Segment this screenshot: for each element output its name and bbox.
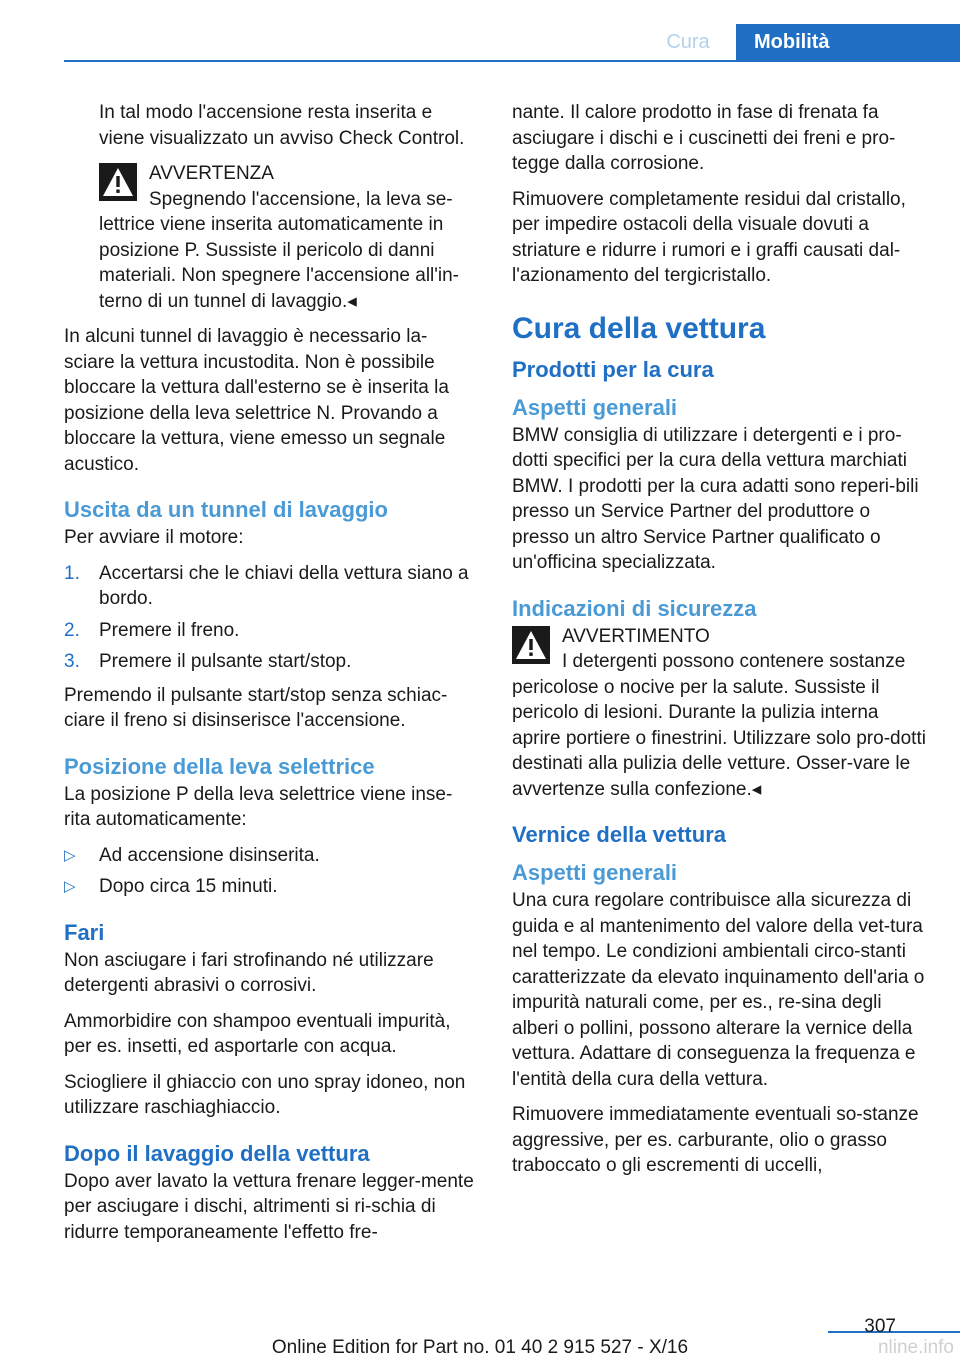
rimuovere-paragraph: Rimuovere completamente residui dal cristallo, per impedire ostacoli della visuale dovuti a striature e ridurre i rumori e i graffi causati dal-l'azionamento del tergicristallo. bbox=[512, 188, 906, 286]
heading-prodotti: Prodotti per la cura bbox=[512, 356, 714, 382]
aspetti-paragraph-1: BMW consiglia di utilizzare i detergenti e i pro-dotti specifici per la cura della vettura marchiati BMW. I prodotti per la cura adatti sono reperi-bili presso un Service Partner del produttore o presso un altro Service Partner qualificato o un'officina specializzata. bbox=[512, 424, 919, 573]
list-item bbox=[64, 618, 476, 644]
step-text: Accertarsi che le chiavi della vettura siano a bordo. bbox=[99, 562, 469, 609]
page-number: 307 bbox=[864, 1316, 896, 1337]
warning-text: lettrice viene inserita automaticamente in posizione P. Sussiste il pericolo di danni materiali. Non spegnere l'accensione all'in-terno di un tunnel di lavaggio.◂ bbox=[99, 214, 459, 312]
warning-triangle-icon bbox=[512, 626, 550, 664]
heading-dopo-lavaggio: Dopo il lavaggio della vettura bbox=[64, 1140, 370, 1166]
edition-footer: Online Edition for Part no. 01 40 2 915 527 - X/16 bbox=[271, 1337, 689, 1358]
warning-title: AVVERTIMENTO bbox=[562, 625, 710, 647]
heading-indicazioni: Indicazioni di sicurezza bbox=[512, 595, 757, 621]
step-text: Premere il pulsante start/stop. bbox=[99, 651, 352, 672]
heading-posizione: Posizione della leva selettrice bbox=[64, 753, 375, 779]
tab-cura[interactable]: Cura bbox=[640, 24, 736, 61]
warning-first-line: I detergenti possono contenere sostanze bbox=[562, 651, 906, 672]
step-number: 1. bbox=[64, 562, 80, 584]
step-text: Premere il freno. bbox=[99, 619, 240, 641]
fari-paragraph-2: Ammorbidire con shampoo eventuali impurità, per es. insetti, ed asportarle con acqua. bbox=[64, 1010, 451, 1057]
continued-paragraph: nante. Il calore prodotto in fase di frenata fa asciugare i dischi e i cuscinetti dei freni e pro-tegge dalla corrosione. bbox=[512, 102, 896, 174]
list-item bbox=[64, 843, 476, 869]
fari-paragraph-3: Sciogliere il ghiaccio con uno spray idoneo, non utilizzare raschiaghiaccio. bbox=[64, 1071, 466, 1118]
tab-mobilita[interactable]: Mobilità bbox=[736, 24, 960, 61]
list-item bbox=[64, 874, 476, 900]
chapter-tabs bbox=[640, 24, 960, 61]
intro-paragraph: In tal modo l'accensione resta inserita e viene visualizzato un avviso Check Control. bbox=[99, 102, 465, 149]
warning-block-avvertenza bbox=[64, 161, 476, 314]
heading-aspetti-generali-1: Aspetti generali bbox=[512, 394, 678, 420]
uscita-intro: Per avviare il motore: bbox=[64, 527, 244, 548]
triangle-bullet-icon: ▷ bbox=[64, 878, 76, 895]
warning-title: AVVERTENZA bbox=[149, 163, 274, 184]
header-rule bbox=[64, 60, 960, 62]
aspetti-paragraph-2: Una cura regolare contribuisce alla sicurezza di guida e al mantenimento del valore della vet-tura nel tempo. Le condizioni ambientali circo-stanti caratterizzate da elevato inquinamento dell'aria o impurità naturali come, per es., re-sina degli alberi o pollini, possono alterare la vernice della vettura. Adattare di conseguenza la frequenza e l'entità della cura della vettura. bbox=[512, 890, 925, 1090]
right-column bbox=[512, 100, 928, 1189]
bullet-text: Dopo circa 15 minuti. bbox=[99, 876, 278, 897]
warning-triangle-icon bbox=[99, 163, 137, 201]
list-item bbox=[64, 649, 476, 675]
list-item bbox=[64, 561, 476, 612]
rimuovere-paragraph-2: Rimuovere immediatamente eventuali so-stanze aggressive, per es. carburante, olio o grasso traboccato o gli escrementi di uccelli, bbox=[512, 1104, 919, 1176]
watermark: nline.info bbox=[877, 1337, 954, 1358]
dopo-paragraph: Dopo aver lavato la vettura frenare legger-mente per asciugare i dischi, altrimenti si ri-schia di ridurre temporaneamente l'effetto fre- bbox=[64, 1170, 474, 1243]
bullet-text: Ad accensione disinserita. bbox=[99, 844, 320, 866]
warning-block-avvertimento bbox=[512, 624, 928, 803]
heading-uscita: Uscita da un tunnel di lavaggio bbox=[64, 497, 388, 522]
steps-list bbox=[64, 561, 476, 675]
heading-aspetti-generali-2: Aspetti generali bbox=[512, 860, 678, 885]
heading-cura-vettura: Cura della vettura bbox=[512, 311, 766, 345]
step-number: 2. bbox=[64, 619, 80, 641]
fari-paragraph-1: Non asciugare i fari strofinando né utilizzare detergenti abrasivi o corrosivi. bbox=[64, 949, 434, 996]
posizione-intro: La posizione P della leva selettrice viene inse-rita automaticamente: bbox=[64, 783, 453, 830]
triangle-bullet-icon: ▷ bbox=[64, 846, 76, 864]
uscita-after-paragraph: Premendo il pulsante start/stop senza schiac-ciare il freno si disinserisce l'accensione. bbox=[64, 684, 448, 731]
warning-first-line: Spegnendo l'accensione, la leva se- bbox=[149, 188, 453, 210]
bullet-list bbox=[64, 843, 476, 900]
heading-fari: Fari bbox=[64, 919, 105, 945]
left-column bbox=[64, 100, 476, 1255]
heading-vernice: Vernice della vettura bbox=[512, 822, 726, 847]
warning-text: pericolose o nocive per la salute. Sussiste il pericolo di lesioni. Durante la pulizia interna aprire portiere o finestrini. Utilizzare solo pro-dotti destinati alla pulizia delle vetture. Osser-vare le avvertenze sulla confezione.◂ bbox=[512, 676, 926, 800]
tunnel-paragraph: In alcuni tunnel di lavaggio è necessario la-sciare la vettura incustodita. Non è possibile bloccare la vettura dall'esterno se è inserita la posizione della leva selettrice N. Provando a bloccare la vettura, viene emesso un segnale acustico. bbox=[64, 326, 449, 475]
step-number: 3. bbox=[64, 651, 80, 672]
